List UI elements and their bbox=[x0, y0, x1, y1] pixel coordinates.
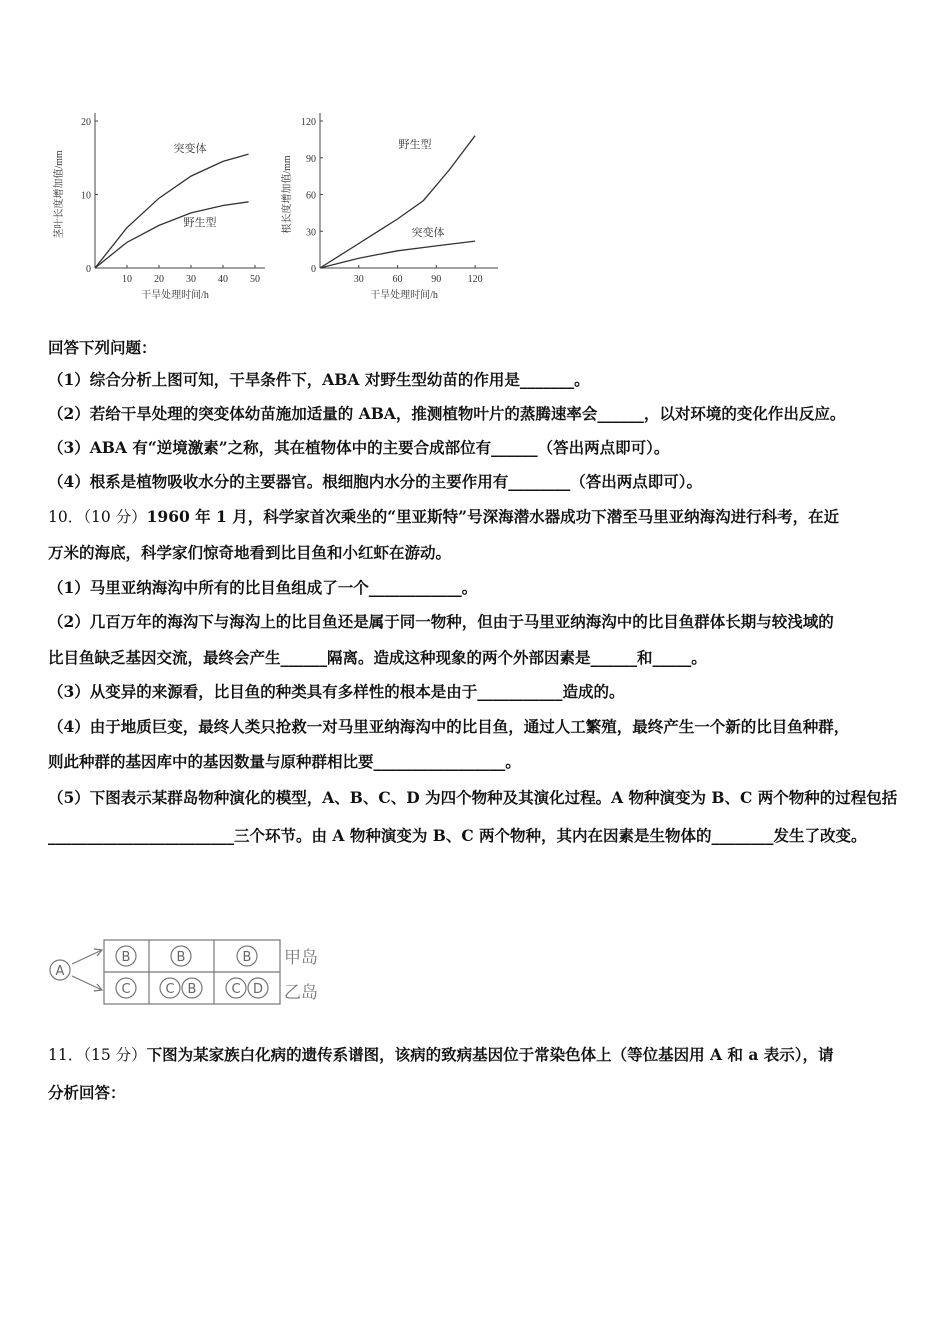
q9-1: （1）综合分析上图可知，干旱条件下，ABA 对野生型幼苗的作用是_______。 bbox=[48, 370, 590, 389]
q10-5-line1: （5）下图表示某群岛物种演化的模型，A、B、C、D 为四个物种及其演化过程。A 物种演变为 B、C 两个物种的过程包括 bbox=[48, 788, 898, 807]
y-tick-label: 0 bbox=[311, 264, 316, 275]
q10-number: 10．（10 分） bbox=[48, 508, 147, 526]
q10-4-line2: 则此种群的基因库中的基因数量与原种群相比要_________________。 bbox=[48, 752, 521, 771]
series-line bbox=[320, 136, 475, 268]
x-tick-label: 40 bbox=[218, 274, 228, 285]
q9-2: （2）若给干旱处理的突变体幼苗施加适量的 ABA，推测植物叶片的蒸腾速率会______，以对环境的变化作出反应。 bbox=[48, 404, 846, 423]
y-tick-label: 10 bbox=[81, 190, 91, 202]
x-axis-label: 干旱处理时间/h bbox=[370, 290, 438, 301]
q10-2-line2: 比目鱼缺乏基因交流，最终会产生______隔离。造成这种现象的两个外部因素是______和_____。 bbox=[48, 648, 707, 667]
island-bottom-label: 乙岛 bbox=[284, 983, 318, 1003]
q11-number: 11．（15 分） bbox=[48, 1046, 147, 1064]
drought-charts bbox=[40, 100, 500, 310]
q10-intro-line1 bbox=[48, 507, 908, 527]
series-label: 突变体 bbox=[411, 227, 445, 239]
q10-4-line1: （4）由于地质巨变，最终人类只抢救一对马里亚纳海沟中的比目鱼，通过人工繁殖，最终产生一个新的比目鱼种群， bbox=[48, 717, 850, 736]
x-tick-label: 30 bbox=[186, 274, 196, 285]
q10-intro-text: 1960 年 1 月，科学家首次乘坐的“里亚斯特”号深海潜水器成功下潜至马里亚纳海沟进行科考，在近 bbox=[146, 507, 840, 526]
series-label: 突变体 bbox=[173, 143, 207, 155]
y-axis-label: 根长度增加值/mm bbox=[282, 155, 293, 234]
q10-1: （1）马里亚纳海沟中所有的比目鱼组成了一个____________。 bbox=[48, 578, 478, 597]
y-tick-label: 60 bbox=[306, 190, 316, 202]
y-tick-label: 20 bbox=[81, 117, 91, 128]
q10-5-line2: ________________________三个环节。由 A 物种演变为 B、C 两个物种，其内在因素是生物体的________发生了改变。 bbox=[48, 826, 867, 845]
x-tick-label: 60 bbox=[392, 274, 403, 285]
arrow-down bbox=[72, 976, 102, 990]
species-bottom-label: C bbox=[231, 982, 241, 997]
y-tick-label: 30 bbox=[306, 227, 316, 239]
root-length-chart bbox=[280, 113, 498, 301]
x-tick-label: 10 bbox=[122, 274, 132, 285]
x-axis-label: 干旱处理时间/h bbox=[141, 290, 209, 301]
species-bottom-label: D bbox=[252, 982, 264, 997]
q9-4: （4）根系是植物吸收水分的主要器官。根细胞内水分的主要作用有________（答出两点即可）。 bbox=[48, 472, 703, 491]
q10-3: （3）从变异的来源看，比目鱼的种类具有多样性的根本是由于___________造成的。 bbox=[48, 682, 625, 701]
x-tick-label: 20 bbox=[154, 274, 164, 285]
island-top-label: 甲岛 bbox=[284, 948, 318, 968]
x-tick-label: 50 bbox=[250, 274, 260, 285]
series-line bbox=[320, 241, 475, 268]
species-top-label: B bbox=[121, 950, 131, 965]
x-tick-label: 30 bbox=[353, 274, 364, 285]
island-evolution-diagram bbox=[44, 934, 344, 1014]
arrow-up bbox=[72, 950, 102, 964]
y-axis-label: 茎叶长度增加值/mm bbox=[54, 150, 65, 239]
x-tick-label: 90 bbox=[431, 274, 442, 285]
q11-line2: 分析回答： bbox=[48, 1083, 126, 1102]
stem-leaf-length-chart bbox=[52, 113, 265, 301]
series-line bbox=[95, 202, 249, 268]
series-label: 野生型 bbox=[398, 139, 432, 151]
y-tick-label: 90 bbox=[306, 153, 316, 165]
x-tick-label: 120 bbox=[467, 274, 483, 285]
q11-text: 下图为某家族白化病的遗传系谱图，该病的致病基因位于常染色体上（等位基因用 A 和 a 表示），请 bbox=[146, 1045, 834, 1064]
intro-text: 回答下列问题： bbox=[48, 338, 157, 357]
series-line bbox=[95, 154, 249, 268]
series-label: 野生型 bbox=[183, 217, 217, 229]
species-top-label: B bbox=[242, 950, 252, 965]
y-tick-label: 0 bbox=[86, 264, 91, 275]
species-bottom-label: B bbox=[187, 982, 197, 997]
species-origin-label: A bbox=[55, 964, 65, 979]
q10-intro-line2: 万米的海底，科学家们惊奇地看到比目鱼和小红虾在游动。 bbox=[48, 543, 452, 562]
q10-2-line1: （2）几百万年的海沟下与海沟上的比目鱼还是属于同一物种，但由于马里亚纳海沟中的比目鱼群体长期与较浅域的 bbox=[48, 612, 834, 631]
species-bottom-label: C bbox=[121, 982, 131, 997]
q9-3: （3）ABA 有“逆境激素”之称，其在植物体中的主要合成部位有______（答出两点即可）。 bbox=[48, 438, 670, 457]
q11-line1 bbox=[48, 1045, 908, 1065]
species-top-label: B bbox=[176, 950, 186, 965]
species-bottom-label: C bbox=[165, 982, 175, 997]
y-tick-label: 120 bbox=[301, 117, 316, 128]
